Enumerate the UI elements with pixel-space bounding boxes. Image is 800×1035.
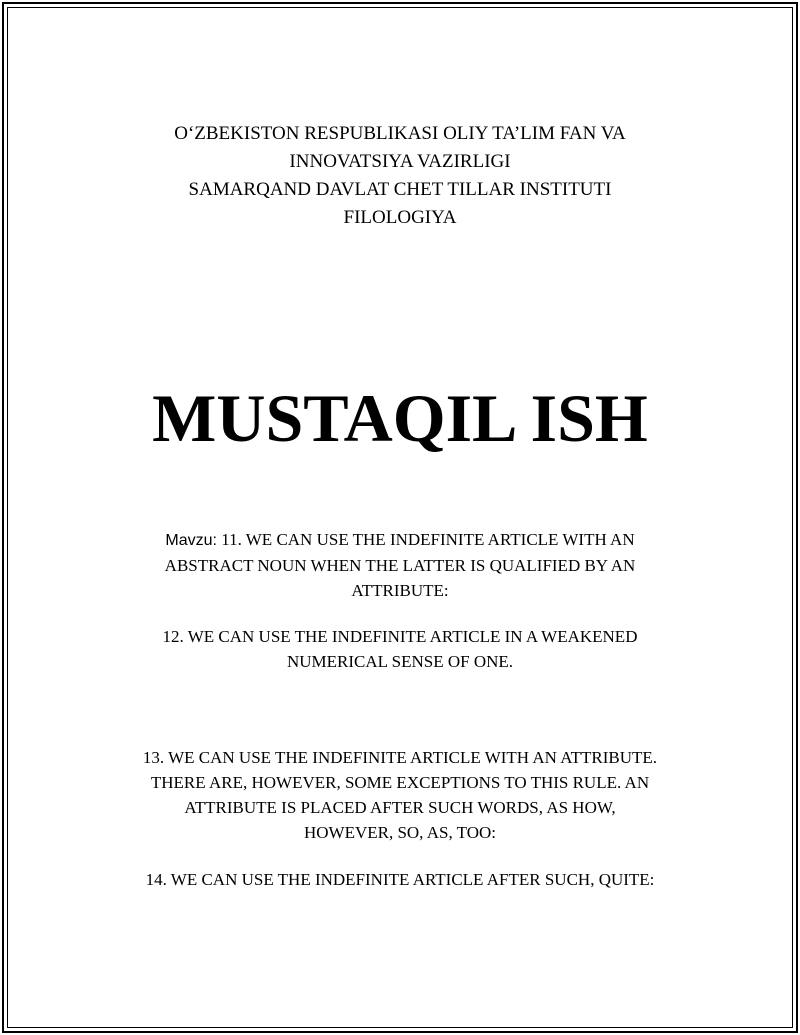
- topic-label: Mavzu:: [165, 532, 217, 549]
- topic-item-11-text: 11. WE CAN USE THE INDEFINITE ARTICLE WITH AN: [221, 530, 635, 549]
- topic-item-13-line-2: THERE ARE, HOWEVER, SOME EXCEPTIONS TO THIS RULE. AN: [150, 773, 650, 792]
- topic-item-12-line-1: 12. WE CAN USE THE INDEFINITE ARTICLE IN A WEAKENED: [162, 627, 638, 646]
- header-line-3: SAMARQAND DAVLAT CHET TILLAR INSTITUTI: [188, 179, 612, 200]
- topic-item-12: [0, 624, 800, 674]
- topic-item-14: [0, 867, 800, 892]
- topic-item-11-line-2: ABSTRACT NOUN WHEN THE LATTER IS QUALIFIED BY AN: [164, 556, 636, 575]
- institution-header: [0, 120, 800, 232]
- topic-item-12-line-2: NUMERICAL SENSE OF ONE.: [286, 652, 514, 671]
- topic-item-13-line-1: 13. WE CAN USE THE INDEFINITE ARTICLE WITH AN ATTRIBUTE.: [142, 748, 658, 767]
- topic-item-13-line-4: HOWEVER, SO, AS, TOO:: [303, 823, 497, 842]
- topic-item-13: [0, 745, 800, 845]
- topic-item-11: [0, 527, 800, 603]
- topic-item-11-line-3: ATTRIBUTE:: [351, 581, 449, 600]
- document-title: MUSTAQIL ISH: [152, 380, 648, 456]
- topic-item-14-line-1: 14. WE CAN USE THE INDEFINITE ARTICLE AFTER SUCH, QUITE:: [145, 870, 655, 889]
- topic-item-11-line-1: [0, 527, 800, 553]
- header-line-1: O‘ZBEKISTON RESPUBLIKASI OLIY TA’LIM FAN VA: [174, 123, 626, 144]
- topic-item-13-line-3: ATTRIBUTE IS PLACED AFTER SUCH WORDS, AS HOW,: [184, 798, 616, 817]
- header-line-2: INNOVATSIYA VAZIRLIGI: [289, 151, 511, 172]
- header-line-4: FILOLOGIYA: [343, 207, 457, 228]
